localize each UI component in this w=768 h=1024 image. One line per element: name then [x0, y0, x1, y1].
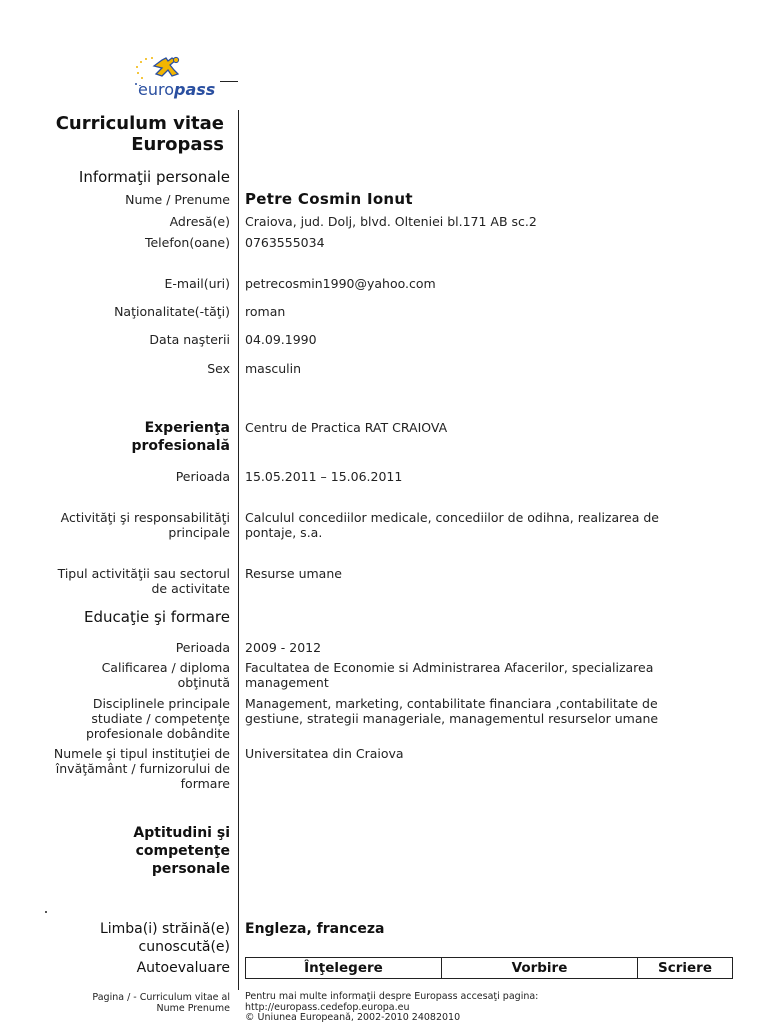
subjects-value: Management, marketing, contabilitate financiara ,contabilitate de gestiune, strategii manageriale, managementul resurselor umane — [245, 696, 659, 726]
experience-period-label: Perioada — [175, 469, 230, 484]
education-heading: Educaţie şi formare — [84, 608, 230, 626]
footer-europass-info: Pentru mai multe informaţii despre Europass accesaţi pagina: http://europass.cedefop.europa.eu © Uniunea Europeană, 2002-2010 24082010 — [245, 991, 539, 1023]
table-header-speaking: Vorbire — [442, 958, 638, 978]
birth-date-value: 04.09.1990 — [245, 332, 317, 347]
footer-page-info: Pagina / - Curriculum vitae al Nume Prenume — [92, 992, 230, 1014]
qualification-value: Facultatea de Economie si Administrarea Afacerilor, specializarea management — [245, 660, 654, 690]
nationality-label: Naţionalitate(-tăţi) — [114, 304, 230, 319]
nationality-value: roman — [245, 304, 286, 319]
birth-date-label: Data naşterii — [149, 332, 230, 347]
sector-value: Resurse umane — [245, 566, 342, 581]
experience-period-value: 15.05.2011 – 15.06.2011 — [245, 469, 403, 484]
name-label: Nume / Prenume — [125, 192, 230, 207]
table-header-understanding: Înţelegere — [246, 958, 442, 978]
sex-value: masculin — [245, 361, 302, 376]
self-assessment-label: Autoevaluare — [136, 960, 230, 976]
phone-value: 0763555034 — [245, 235, 325, 250]
column-divider — [238, 110, 239, 990]
languages-label: Limba(i) străină(e) cunoscută(e) — [99, 921, 230, 955]
cv-title: Curriculum vitae Europass — [55, 113, 224, 155]
sex-label: Sex — [207, 361, 230, 376]
europass-link[interactable]: http://europass.cedefop.europa.eu — [245, 1001, 410, 1013]
subjects-label: Disciplinele principale studiate / competenţe profesionale dobândite — [86, 696, 230, 741]
employer-value: Centru de Practica RAT CRAIOVA — [245, 420, 448, 435]
experience-heading: Experienţa profesională — [131, 420, 230, 454]
qualification-label: Calificarea / diploma obţinută — [101, 660, 230, 690]
address-label: Adresă(e) — [169, 214, 230, 229]
logo-wordmark: europass — [138, 80, 216, 99]
languages-value: Engleza, franceza — [245, 921, 385, 937]
stray-dot — [45, 911, 47, 913]
sector-label: Tipul activităţii sau sectorul de activitate — [57, 566, 230, 596]
europass-logo — [132, 56, 242, 106]
table-header-writing: Scriere — [658, 960, 712, 976]
skills-heading: Aptitudini şi competenţe personale — [133, 825, 230, 877]
email-label: E-mail(uri) — [164, 276, 230, 291]
personal-info-heading: Informaţii personale — [78, 168, 230, 186]
activities-label: Activităţi şi responsabilităţi principale — [60, 510, 230, 540]
institution-value: Universitatea din Craiova — [245, 746, 404, 761]
institution-label: Numele şi tipul instituţiei de învăţământ / furnizorului de formare — [53, 746, 230, 791]
name-value: Petre Cosmin Ionut — [245, 190, 413, 208]
phone-label: Telefon(oane) — [144, 235, 230, 250]
education-period-value: 2009 - 2012 — [245, 640, 322, 655]
logo-rule — [220, 81, 238, 82]
email-value: petrecosmin1990@yahoo.com — [245, 276, 436, 291]
address-value: Craiova, jud. Dolj, blvd. Olteniei bl.171 AB sc.2 — [245, 214, 537, 229]
activities-value: Calculul concediilor medicale, concediilor de odihna, realizarea de pontaje, s.a. — [245, 510, 659, 540]
self-assessment-table — [245, 957, 733, 979]
education-period-label: Perioada — [175, 640, 230, 655]
